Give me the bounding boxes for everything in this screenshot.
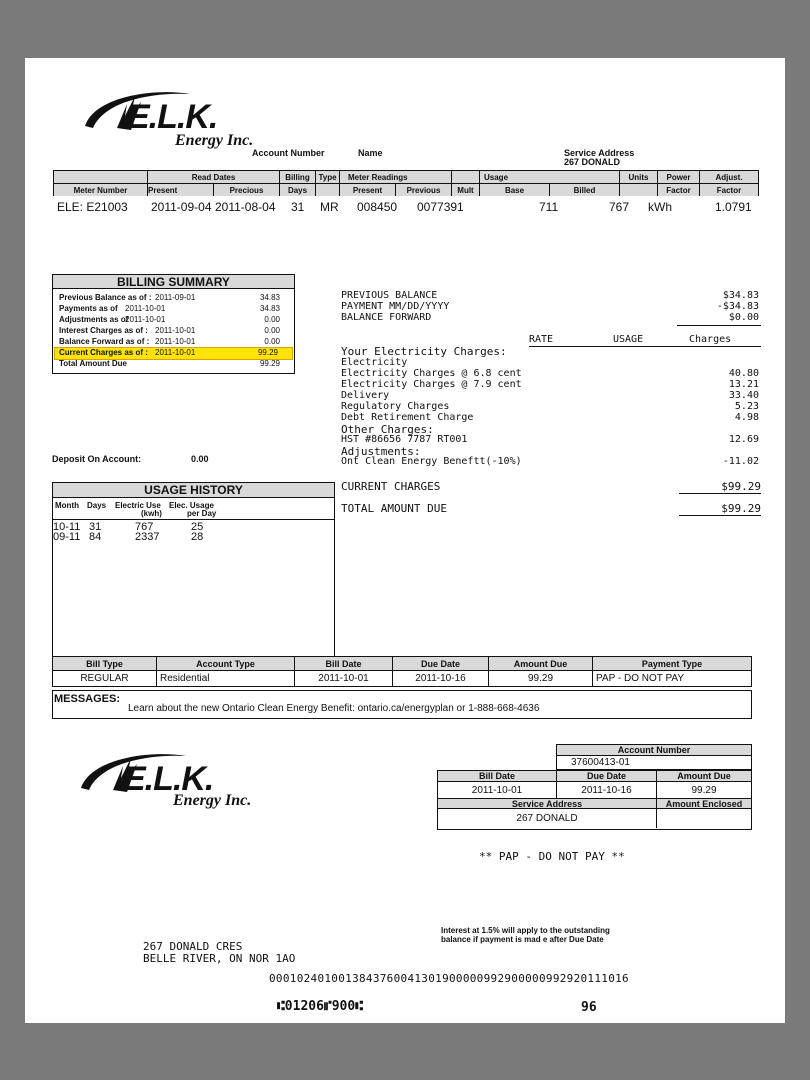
charge-item-value: 4.98: [734, 412, 759, 423]
bill-info-header: Bill Date: [295, 657, 393, 670]
charge-item-value: -11.02: [722, 456, 759, 467]
pap-note: ** PAP - DO NOT PAY **: [479, 850, 625, 863]
stub-amount-due: 99.29: [691, 784, 717, 796]
charge-item-label: HST #86656 7787 RT001: [341, 434, 468, 445]
bill-info-header: Due Date: [393, 657, 489, 670]
charge-item-label: Electricity Charges @ 7.9 cent: [341, 379, 522, 390]
interest-note-1: Interest at 1.5% will apply to the outstanding: [441, 926, 610, 935]
billing-summary-row: Payments as of 2011-10-01 34.83: [59, 304, 280, 313]
billing-summary-row: Adjustments as of 2011-10-01 0.00: [59, 315, 280, 324]
stub-account-number: 37600413-01: [571, 757, 630, 768]
billing-summary-row: Previous Balance as of : 2011-09-01 34.83: [59, 293, 280, 302]
stub-bill-date: 2011-10-01: [438, 782, 557, 798]
bill-info-value: PAP - DO NOT PAY: [596, 673, 684, 684]
charge-item-value: 12.69: [728, 434, 759, 445]
charge-item-label: Adjustments:: [341, 445, 421, 458]
account-number-label: Account Number: [252, 148, 325, 158]
amount-enclosed-field[interactable]: [657, 809, 751, 828]
bill-info-value: 99.29: [489, 671, 593, 686]
service-address-value: 267 DONALD: [564, 157, 621, 167]
messages-label: MESSAGES:: [54, 693, 121, 705]
billing-summary-row: Interest Charges as of : 2011-10-01 0.00: [59, 326, 280, 335]
deposit-value: 0.00: [191, 454, 209, 464]
usage-history-row: 09-11 84 2337 28: [53, 531, 204, 543]
interest-note-2: balance if payment is mad e after Due Date: [441, 935, 604, 944]
bill-info-value: 2011-10-01: [295, 671, 393, 686]
bill-info-header: Amount Due: [489, 657, 593, 670]
bill-info-header: Account Type: [157, 657, 295, 670]
meter-row: ELE: E21003 2011-09-04 2011-08-04 31 MR 008450 007739 1 711 767 kWh 1.0791: [57, 200, 752, 214]
charge-item-label: Delivery: [341, 390, 390, 401]
stub-account-box: Account Number 37600413-01: [556, 744, 752, 770]
charge-item-value: 40.80: [728, 368, 759, 379]
billing-summary-box: [52, 274, 295, 374]
read-dates-header: Read Dates: [148, 171, 280, 183]
charge-item-value: 5.23: [734, 401, 759, 412]
logo-tagline: Energy Inc.: [175, 132, 254, 149]
charge-item-value: 13.21: [728, 379, 759, 390]
charge-item-label: Electricity Charges @ 6.8 cent: [341, 368, 522, 379]
usage-history-row: 10-11 31 767 25: [53, 521, 204, 533]
bill-info-header: Bill Type: [53, 657, 157, 670]
bill-page: E.L.K. Energy Inc. Account Number Name Service Address 267 DONALD Read Dates Billing Type Meter Readings Usage Units Power Adjust. Meter Number Present Precious Days Present Previous Mult Base Billed Factor Factor ELE: E21003 2011-09-04 2011-08-04 31 MR 008450 007739 1 711 767 kWh 1.0791 BILLING SUMMARY Previous Balance as of : 2011-09-01 34.83 Payments as of 2011-10-01 34.83 Adjustments as of 2011-10-01 0.00 Interest Charges as of : 2011-10-01 0.00 Balance Forward as of : 2011-10-01 0.00 Current Charges as of : 2011-10-01 99.29 Total Amount Due 99.29 Deposit On Account: 0.00 USAGE HISTORY Month Days Electric Use (kwh) Elec. Usage per Day 10-11 31 767 25 09-11 84 2337 28 PREVIOUS BALANCE PAYMENT MM/DD/YYYY BALANCE FORWARD $34.83 -$34.83 $0.00 RATE USAGE Charges Your Electricity Charges: Electricity Electricity Charges @ 6.8 cent 40.80 Electricity Charges @ 7.9 cent 13.21 Delivery 33.40 Regulatory Charges 5.23 Debt Retirement Charge 4.98 Other Charges: HST #86656 7787 RT001 12.69 Adjustments: Ont Clean Energy Beneftt(-10%) -11.02 CURRENT CHARGES $99.29 TOTAL AMOUNT DUE $99.29 Bill Type Account Type Bill Date Due Date Amount Due Payment Type REGULAR Residential 2011-10-01 2011-10-16 99.29 PAP - DO NOT PAY MESSAGES: Learn about the new Ontario Clean Energy Benefit: ontario.ca/energyplan or 1-888-668-4636 E.L.K. Energy Inc. Account Number 37600413-01 Bill Date Due Date Amount Due 2011-10-01 2011-10-16 99.29 Service Address Amount Enclosed 267 DONALD ** PAP - DO NOT PAY ** Interest at 1.5% will apply to the outstanding balance if payment is mad e after Due Date 267 DONALD CRES BELLE RIVER, ON NOR 1AO 0001024010013843760041301900000992900000992920111016 ⑆01206⑈900⑆ 96: [25, 58, 785, 1023]
name-label: Name: [358, 148, 383, 158]
mailing-line-1: 267 DONALD CRES: [143, 940, 243, 953]
mailing-line-2: BELLE RIVER, ON NOR 1AO: [143, 952, 296, 965]
meter-table-header: Read Dates Billing Type Meter Readings Usage Units Power Adjust. Meter Number Present Precious Days Present Previous Mult Base Billed Factor Factor: [53, 170, 759, 196]
charge-item-label: Other Charges:: [341, 423, 434, 436]
bill-info-header: Payment Type: [593, 657, 751, 670]
usage-history-box: USAGE HISTORY Month Days Electric Use (kwh) Elec. Usage per Day 10-11 31 767 25 09-11 84 2337 28: [52, 482, 335, 657]
stub-due-date: 2011-10-16: [557, 782, 657, 798]
billing-summary-row: Current Charges as of : 2011-10-01 99.29: [55, 348, 292, 359]
deposit-label: Deposit On Account:: [52, 454, 142, 464]
charge-item-value: 33.40: [728, 390, 759, 401]
service-address-label: Service Address: [564, 148, 635, 158]
scanline: 0001024010013843760041301900000992900000992920111016: [269, 972, 629, 985]
stub-remit-table: Bill Date Due Date Amount Due 2011-10-01 2011-10-16 99.29 Service Address Amount Enclosed 267 DONALD: [437, 770, 752, 830]
bill-info-value: REGULAR: [53, 671, 157, 686]
billing-summary-title: BILLING SUMMARY: [53, 275, 294, 289]
bill-info-value: Residential: [157, 671, 295, 686]
bill-info-value: 2011-10-16: [393, 671, 489, 686]
bill-info-table: [52, 656, 752, 687]
messages-text: Learn about the new Ontario Clean Energy Benefit: ontario.ca/energyplan or 1-888-668-4636: [128, 703, 540, 714]
elk-logo-top: [75, 86, 265, 148]
charge-item-label: Electricity: [341, 357, 408, 368]
usage-history-title: USAGE HISTORY: [53, 483, 334, 498]
micr-line: ⑆01206⑈900⑆: [277, 999, 364, 1014]
messages-box: [52, 690, 752, 719]
billing-summary-row: Total Amount Due 99.29: [59, 359, 280, 368]
elk-logo-stub: E.L.K. Energy Inc.: [71, 748, 261, 810]
stub-service-address: 267 DONALD: [438, 809, 657, 828]
page-code: 96: [581, 1000, 597, 1015]
charge-item-label: Regulatory Charges: [341, 401, 450, 412]
charge-item-label: Ont Clean Energy Beneftt(-10%): [341, 456, 522, 467]
charge-item-label: Debt Retirement Charge: [341, 412, 474, 423]
charges-section: PREVIOUS BALANCE PAYMENT MM/DD/YYYY BALANCE FORWARD $34.83 -$34.83 $0.00 RATE USAGE Charges Your Electricity Charges: Electricity Electricity Charges @ 6.8 cent 40.80 Electricity Charges @ 7.9 cent 13.21 Delivery 33.40 Regulatory Charges 5.23 Debt Retirement Charge 4.98 Other Charges: HST #86656 7787 RT001 12.69 Adjustments: Ont Clean Energy Beneftt(-10%) -11.02: [341, 290, 759, 467]
billing-summary-row: Balance Forward as of : 2011-10-01 0.00: [59, 337, 280, 346]
logo-text: E.L.K.: [127, 98, 218, 136]
